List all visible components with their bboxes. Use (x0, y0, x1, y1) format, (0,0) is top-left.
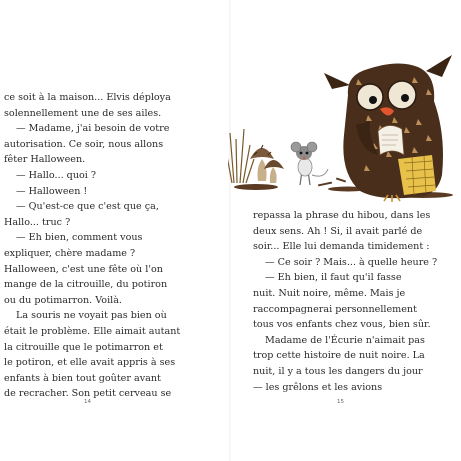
text-line: deux sens. Ah ! Si, il avait parlé de (253, 225, 423, 237)
text-line: soir... Elle lui demanda timidement : (253, 241, 430, 253)
text-line: nuit. Nuit noire, même. Mais je (253, 287, 406, 299)
text-line: Hallo... truc ? (4, 216, 71, 228)
owl-and-mouse-illustration-icon (228, 55, 459, 215)
text-line: repassa la phrase du hibou, dans les (253, 210, 431, 221)
text-line: — Qu'est-ce que c'est que ça, (16, 201, 159, 213)
text-line: Madame de l'Écurie n'aimait pas (265, 334, 425, 346)
text-line: autorisation. Ce soir, nous allons (4, 138, 164, 150)
page-number-left: 14 (84, 399, 91, 405)
text-line: — les grêlons et les avions (253, 381, 383, 393)
text-line: trop cette histoire de nuit noire. La (253, 350, 425, 362)
text-line: de recracher. Son petit cerveau se (4, 388, 172, 400)
mushroom-icon (250, 145, 284, 183)
text-line: était le problème. Elle aimait autant (4, 325, 181, 337)
text-line: mange de la citrouille, du potiron (4, 279, 168, 291)
text-line: — Ce soir ? Mais... à quelle heure ? (265, 256, 438, 268)
right-page-text (253, 208, 458, 395)
text-line: fêter Halloween. (4, 154, 86, 166)
text-line: La souris ne voyait pas bien où (16, 310, 167, 322)
text-line: la citrouille que le potimarron et (4, 341, 163, 353)
text-line: le potiron, et elle avait appris à ses (4, 357, 176, 369)
text-line: — Eh bien, il faut qu'il fasse (265, 272, 402, 284)
text-line: expliquer, chère madame ? (4, 247, 136, 259)
text-line: ce soit à la maison... Elvis déploya (4, 92, 171, 103)
mouse-icon (291, 142, 328, 185)
text-line: enfants à bien tout goûter avant (4, 372, 161, 384)
text-line: — Madame, j'ai besoin de votre (16, 123, 170, 135)
text-line: raccompagnerai personnellement (253, 303, 417, 315)
text-line: Halloween, c'est une fête où l'on (4, 263, 163, 275)
grass-icon (228, 129, 254, 183)
left-page-text (4, 90, 226, 402)
text-line: — Hallo... quoi ? (16, 169, 97, 181)
page-number-right: 15 (337, 399, 344, 405)
text-line: solennellement une de ses ailes. (4, 107, 162, 119)
text-line: nuit, il y a tous les dangers du jour (253, 365, 423, 377)
text-line: ou du potimarron. Voilà. (4, 294, 122, 306)
text-line: — Eh bien, comment vous (16, 232, 143, 244)
text-line: tous vos enfants chez vous, bien sûr. (253, 319, 431, 331)
text-line: — Halloween ! (16, 185, 88, 197)
